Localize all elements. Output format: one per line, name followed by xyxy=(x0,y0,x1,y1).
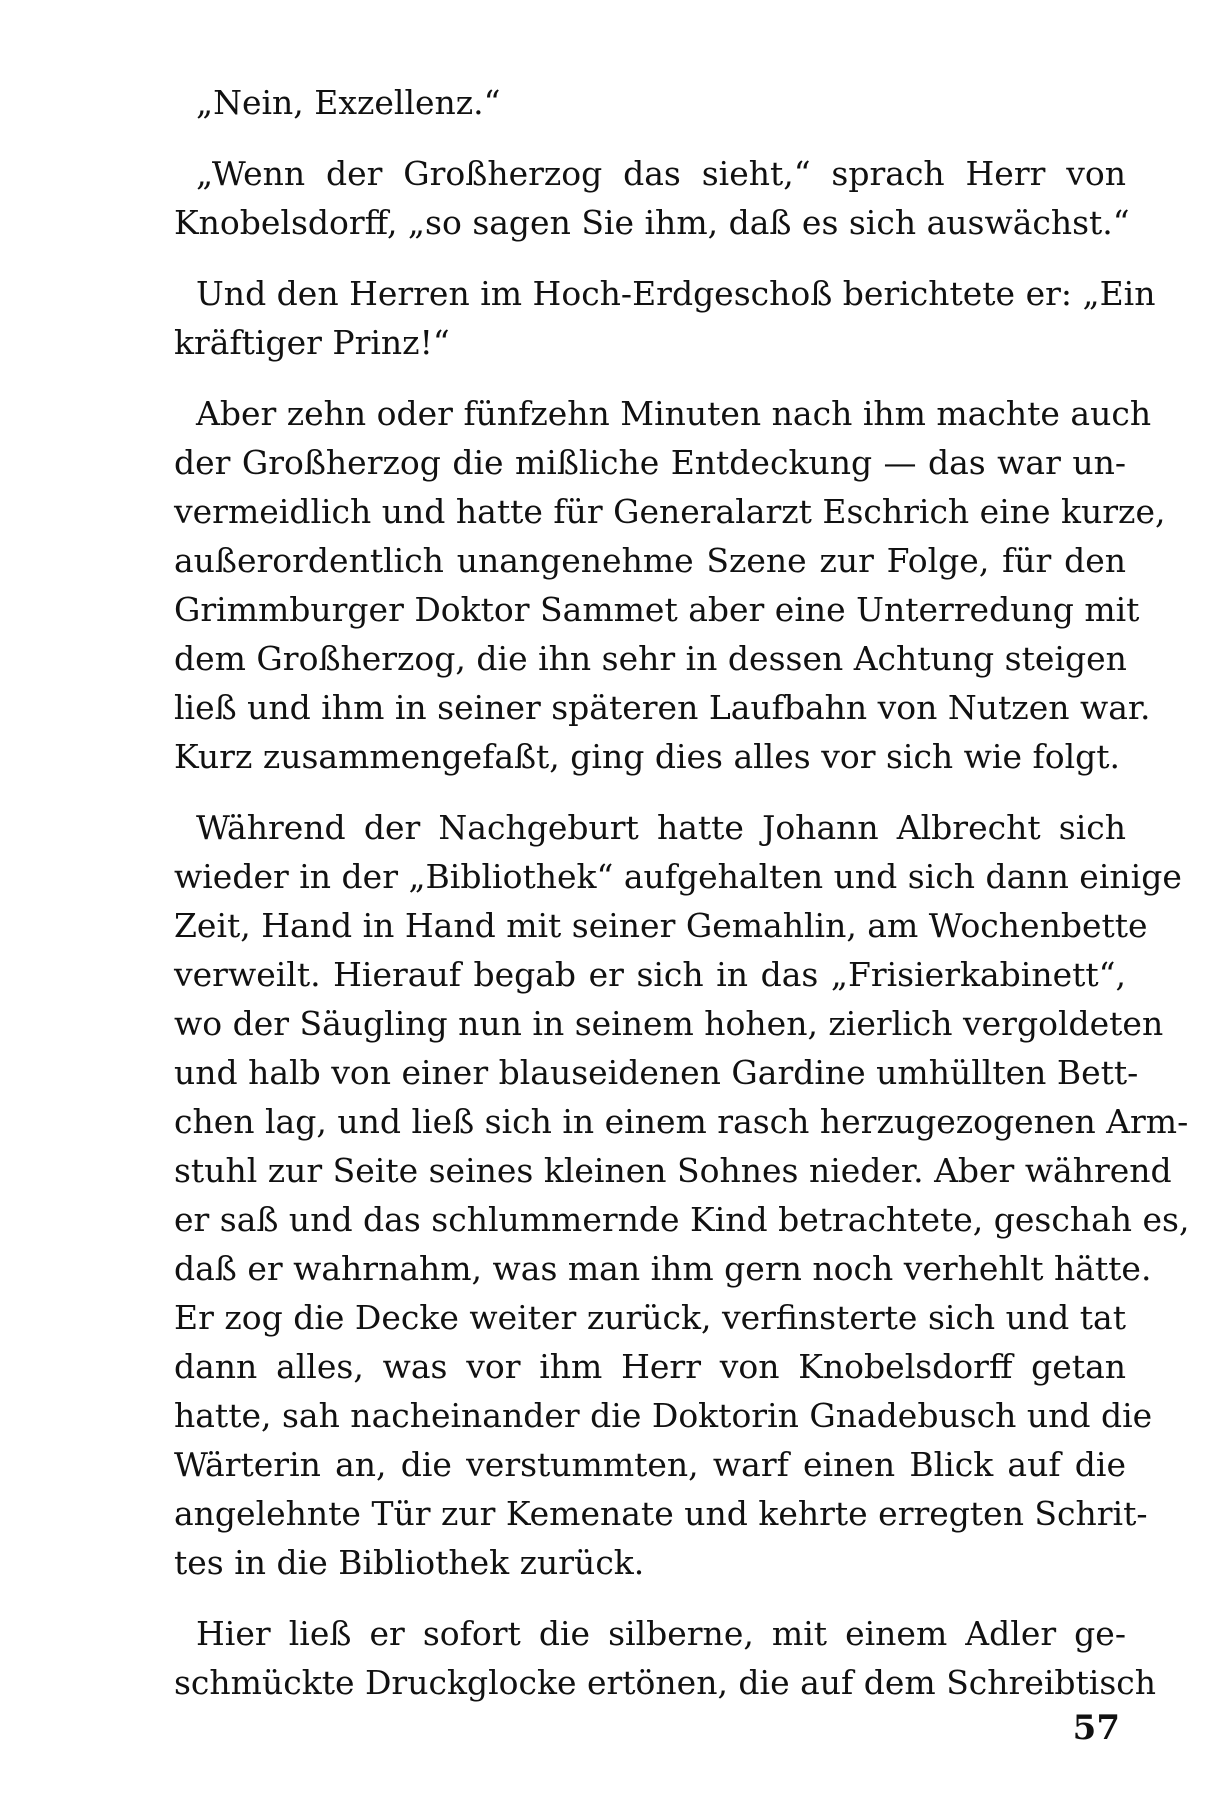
text-line: chen lag, und ließ sich in einem rasch herzugezogenen Arm- xyxy=(174,1102,1189,1141)
text-line: und halb von einer blauseidenen Gardine umhüllten Bett- xyxy=(174,1053,1139,1092)
text-line: angelehnte Tür zur Kemenate und kehrte erregten Schrit- xyxy=(174,1494,1148,1533)
paragraph xyxy=(174,78,1126,127)
text-line: Kurz zusammengefaßt, ging dies alles vor sich wie folgt. xyxy=(174,737,1121,776)
text-line: Er zog die Decke weiter zurück, verfinsterte sich und tat xyxy=(174,1298,1126,1337)
text-line: stuhl zur Seite seines kleinen Sohnes nieder. Aber während xyxy=(174,1151,1172,1190)
text-line: Während der Nachgeburt hatte Johann Albrecht sich xyxy=(196,808,1126,847)
text-line: dem Großherzog, die ihn sehr in dessen Achtung steigen xyxy=(174,639,1127,678)
text-line: verweilt. Hierauf begab er sich in das „Frisierkabinett“, xyxy=(174,955,1126,994)
paragraph xyxy=(174,269,1156,367)
text-line: ließ und ihm in seiner späteren Laufbahn von Nutzen war. xyxy=(174,688,1151,727)
paragraph xyxy=(174,389,1166,781)
text-line: hatte, sah nacheinander die Doktorin Gnadebusch und die xyxy=(174,1396,1153,1435)
text-line: Zeit, Hand in Hand mit seiner Gemahlin, am Wochenbette xyxy=(174,906,1148,945)
text-line: schmückte Druckglocke ertönen, die auf dem Schreibtisch xyxy=(174,1663,1157,1702)
text-line: daß er wahrnahm, was man ihm gern noch verhehlt hätte. xyxy=(174,1249,1152,1288)
text-line: „Wenn der Großherzog das sieht,“ sprach Herr von xyxy=(196,154,1126,193)
body-text xyxy=(174,78,1190,1729)
text-line: kräftiger Prinz!“ xyxy=(174,323,450,362)
text-line: Grimmburger Doktor Sammet aber eine Unterredung mit xyxy=(174,590,1140,629)
text-line: Hier ließ er sofort die silberne, mit einem Adler ge- xyxy=(196,1614,1126,1653)
text-line: vermeidlich und hatte für Generalarzt Eschrich eine kurze, xyxy=(174,492,1166,531)
page-number: 57 xyxy=(1072,1708,1120,1748)
text-line: Und den Herren im Hoch-Erdgeschoß berichtete er: „Ein xyxy=(196,274,1156,313)
text-line: Aber zehn oder fünfzehn Minuten nach ihm machte auch xyxy=(196,394,1152,433)
text-line: wo der Säugling nun in seinem hohen, zierlich vergoldeten xyxy=(174,1004,1164,1043)
text-line: der Großherzog die mißliche Entdeckung — das war un- xyxy=(174,443,1126,482)
text-line: „Nein, Exzellenz.“ xyxy=(196,83,501,122)
text-line: tes in die Bibliothek zurück. xyxy=(174,1543,645,1582)
text-line: außerordentlich unangenehme Szene zur Folge, für den xyxy=(174,541,1126,580)
paragraph xyxy=(174,149,1130,247)
text-line: Knobelsdorff, „so sagen Sie ihm, daß es sich auswächst.“ xyxy=(174,203,1130,242)
text-line: wieder in der „Bibliothek“ aufgehalten und sich dann einige xyxy=(174,857,1182,896)
text-line: Wärterin an, die verstummten, warf einen Blick auf die xyxy=(174,1445,1126,1484)
paragraph xyxy=(174,803,1190,1587)
text-line: dann alles, was vor ihm Herr von Knobelsdorff getan xyxy=(174,1347,1126,1386)
paragraph xyxy=(174,1609,1157,1707)
text-line: er saß und das schlummernde Kind betrachtete, geschah es, xyxy=(174,1200,1190,1239)
